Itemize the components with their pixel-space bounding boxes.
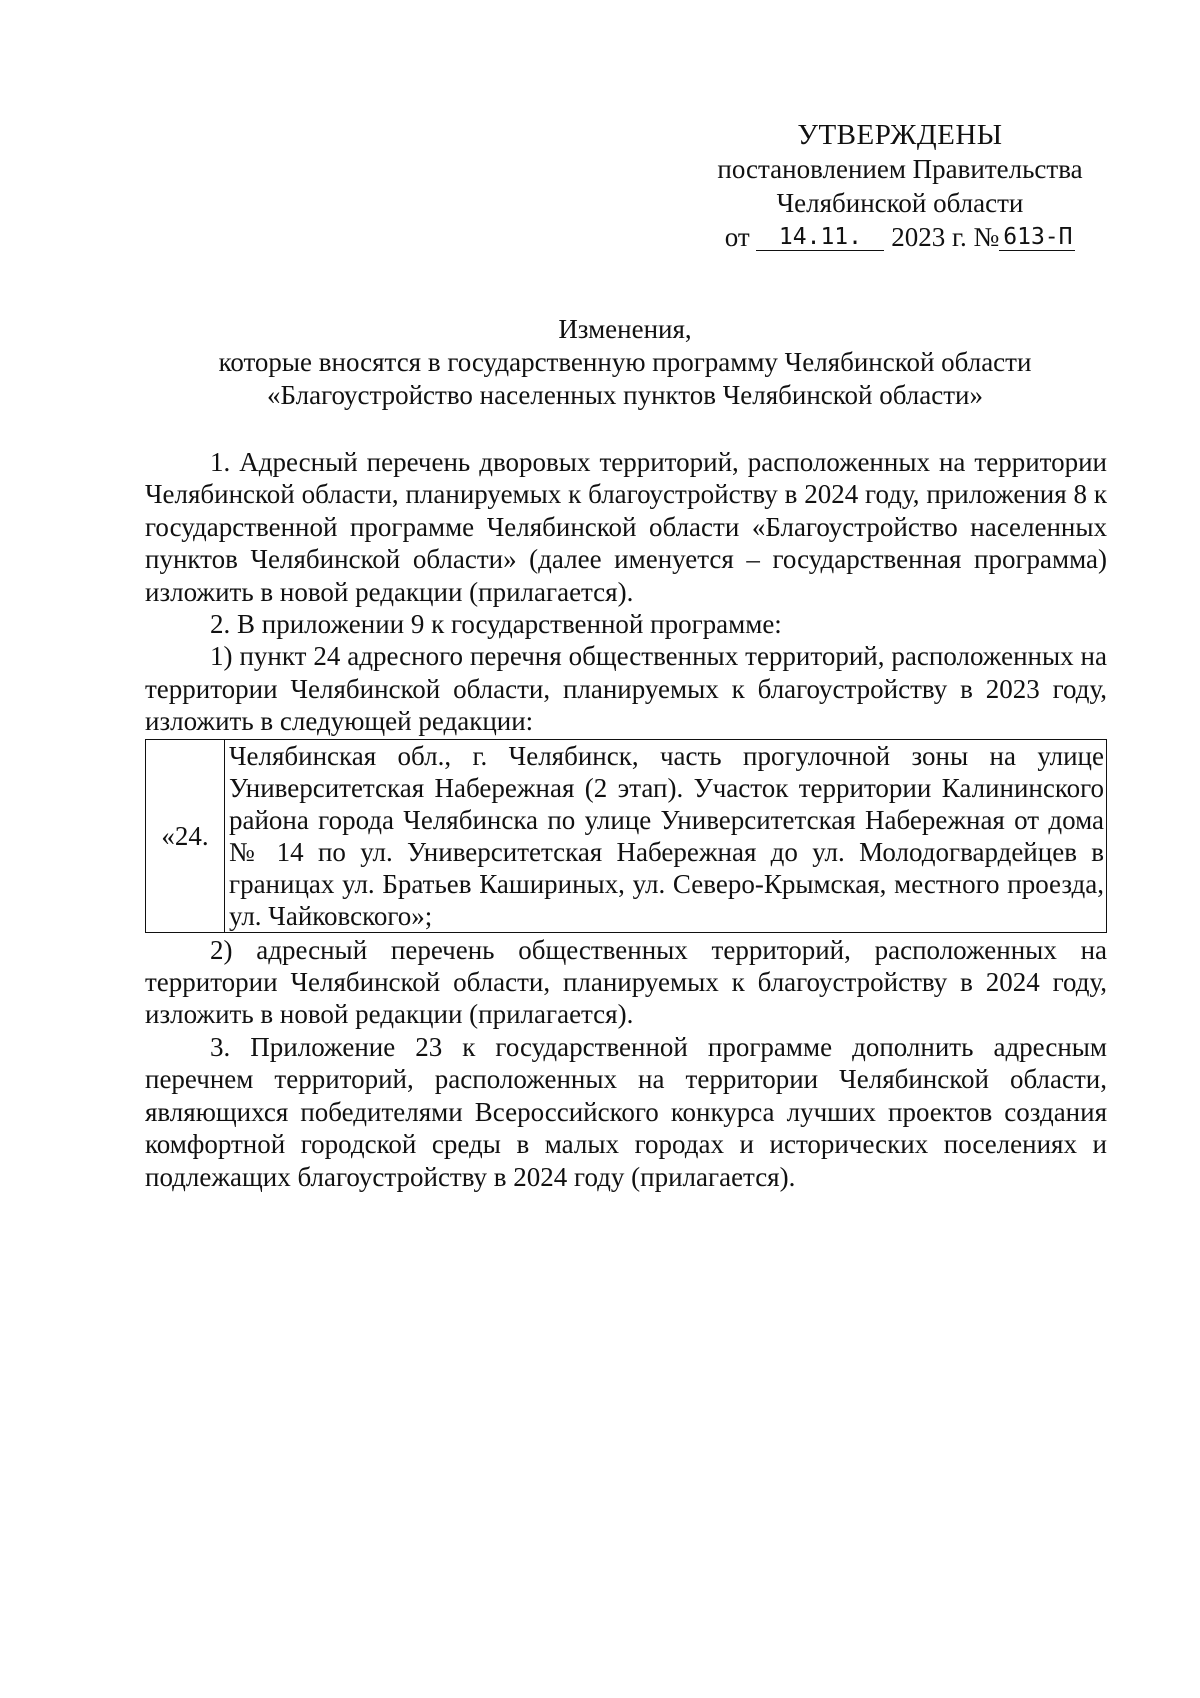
paragraph-4: 2) адресный перечень общественных территорий, расположенных на территории Челябинской области, планируемых к благоустройству в 2024 году, изложить в новой редакции (прилагается). — [145, 934, 1107, 1030]
paragraph-1: 1. Адресный перечень дворовых территорий, расположенных на территории Челябинской области, планируемых к благоустройству в 2024 году, приложения 8 к государственной программе Челябинской области «Благоустройство населенных пунктов Челябинской области» (далее именуется – государственная программа) изложить в новой редакции (прилагается). — [145, 447, 1107, 607]
document-body — [145, 446, 1107, 1193]
document-heading — [150, 313, 1100, 412]
item-description: Челябинская обл., г. Челябинск, часть прогулочной зоны на улице Университетская Набережная (2 этап). Участок территории Калининского района города Челябинска по улице Университетская Набережная от дома № 14 по ул. Университетская Набережная до ул. Молодогвардейцев в границах ул. Братьев Кашириных, ул. Северо-Крымская, местного проезда, ул. Чайковского»; — [225, 739, 1107, 932]
approval-line-1: постановлением Правительства — [717, 154, 1083, 184]
handwritten-number: 613-П — [999, 224, 1075, 251]
handwritten-date: 14.11. — [756, 224, 884, 251]
paragraph-5: 3. Приложение 23 к государственной программе дополнить адресным перечнем территорий, расположенных на территории Челябинской области, являющихся победителями Всероссийского конкурса лучших проектов создания комфортной городской среды в малых городах и исторических поселениях и подлежащих благоустройству в 2024 году (прилагается). — [145, 1031, 1107, 1192]
approval-title: УТВЕРЖДЕНЫ — [797, 119, 1003, 151]
approval-stamp — [700, 118, 1100, 254]
heading-line-2: которые вносятся в государственную программу Челябинской области — [218, 347, 1032, 377]
approval-line-2: Челябинской области — [776, 188, 1024, 218]
paragraph-3: 1) пункт 24 адресного перечня общественных территорий, расположенных на территории Челябинской области, планируемых к благоустройству в 2023 году, изложить в следующей редакции: — [145, 641, 1107, 737]
table-row — [146, 739, 1107, 932]
heading-line-1: Изменения, — [558, 314, 692, 344]
item-number: «24. — [146, 739, 225, 932]
approval-date-line — [700, 220, 1100, 254]
paragraph-2: 2. В приложении 9 к государственной программе: — [210, 609, 782, 640]
date-prefix: от — [724, 222, 750, 252]
year-text: 2023 г. № — [891, 222, 1000, 252]
amendment-table — [145, 739, 1107, 933]
heading-line-3: «Благоустройство населенных пунктов Челябинской области» — [267, 380, 983, 410]
